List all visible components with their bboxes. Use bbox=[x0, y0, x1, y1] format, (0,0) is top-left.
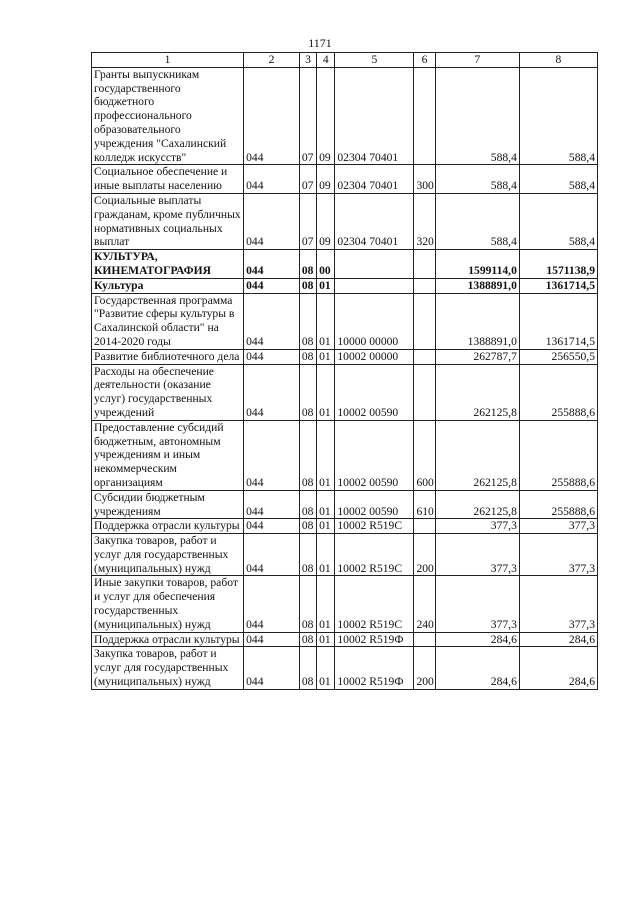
expense-type-cell: 300 bbox=[414, 165, 435, 194]
column-header: 2 bbox=[244, 53, 300, 68]
table-row bbox=[92, 193, 598, 249]
column-header: 1 bbox=[92, 53, 244, 68]
ministry-code-cell: 044 bbox=[244, 293, 300, 349]
subsection-code-cell: 01 bbox=[317, 519, 335, 534]
row-name-cell: Гранты выпускникам государственного бюджетного профессионального образовательного учреждения "Сахалинский колледж искусств" bbox=[92, 67, 244, 165]
amount-2020-cell: 284,6 bbox=[519, 647, 597, 689]
ministry-code-cell: 044 bbox=[244, 490, 300, 519]
section-code-cell: 08 bbox=[299, 278, 316, 293]
row-name-cell: Поддержка отрасли культуры bbox=[92, 632, 244, 647]
target-article-cell: 10002 00590 bbox=[335, 420, 414, 490]
table-row bbox=[92, 364, 598, 420]
subsection-code-cell: 01 bbox=[317, 490, 335, 519]
amount-2019-cell: 262125,8 bbox=[435, 490, 519, 519]
expense-type-cell bbox=[414, 364, 435, 420]
amount-2020-cell: 588,4 bbox=[519, 193, 597, 249]
section-code-cell: 08 bbox=[299, 420, 316, 490]
section-code-cell: 08 bbox=[299, 632, 316, 647]
table-row bbox=[92, 490, 598, 519]
amount-2020-cell: 255888,6 bbox=[519, 420, 597, 490]
row-name-cell: Иные закупки товаров, работ и услуг для обеспечения государственных (муниципальных) нужд bbox=[92, 576, 244, 632]
expense-type-cell: 610 bbox=[414, 490, 435, 519]
section-code-cell: 08 bbox=[299, 293, 316, 349]
ministry-code-cell: 044 bbox=[244, 250, 300, 279]
expense-type-cell bbox=[414, 67, 435, 165]
column-header: 4 bbox=[317, 53, 335, 68]
expense-type-cell bbox=[414, 349, 435, 364]
section-code-cell: 08 bbox=[299, 576, 316, 632]
target-article-cell: 10002 R519С bbox=[335, 576, 414, 632]
table-row bbox=[92, 165, 598, 194]
target-article-cell: 10000 00000 bbox=[335, 293, 414, 349]
target-article-cell bbox=[335, 250, 414, 279]
table-row bbox=[92, 349, 598, 364]
table-row bbox=[92, 534, 598, 576]
amount-2020-cell: 1361714,5 bbox=[519, 278, 597, 293]
ministry-code-cell: 044 bbox=[244, 364, 300, 420]
amount-2020-cell: 255888,6 bbox=[519, 364, 597, 420]
ministry-code-cell: 044 bbox=[244, 420, 300, 490]
ministry-code-cell: 044 bbox=[244, 165, 300, 194]
target-article-cell: 02304 70401 bbox=[335, 67, 414, 165]
column-header: 5 bbox=[335, 53, 414, 68]
ministry-code-cell: 044 bbox=[244, 193, 300, 249]
target-article-cell: 10002 00000 bbox=[335, 349, 414, 364]
amount-2019-cell: 588,4 bbox=[435, 67, 519, 165]
subsection-code-cell: 09 bbox=[317, 165, 335, 194]
table-row bbox=[92, 293, 598, 349]
subsection-code-cell: 09 bbox=[317, 67, 335, 165]
amount-2019-cell: 1599114,0 bbox=[435, 250, 519, 279]
amount-2019-cell: 588,4 bbox=[435, 193, 519, 249]
amount-2020-cell: 588,4 bbox=[519, 67, 597, 165]
target-article-cell: 10002 R519Ф bbox=[335, 647, 414, 689]
table-row bbox=[92, 576, 598, 632]
section-code-cell: 08 bbox=[299, 490, 316, 519]
amount-2019-cell: 588,4 bbox=[435, 165, 519, 194]
expense-type-cell bbox=[414, 293, 435, 349]
amount-2019-cell: 1388891,0 bbox=[435, 293, 519, 349]
expense-type-cell: 320 bbox=[414, 193, 435, 249]
amount-2020-cell: 588,4 bbox=[519, 165, 597, 194]
amount-2019-cell: 284,6 bbox=[435, 632, 519, 647]
subsection-code-cell: 09 bbox=[317, 193, 335, 249]
amount-2019-cell: 1388891,0 bbox=[435, 278, 519, 293]
amount-2019-cell: 262125,8 bbox=[435, 420, 519, 490]
row-name-cell: Субсидии бюджетным учреждениям bbox=[92, 490, 244, 519]
amount-2020-cell: 377,3 bbox=[519, 576, 597, 632]
target-article-cell: 02304 70401 bbox=[335, 193, 414, 249]
subsection-code-cell: 01 bbox=[317, 364, 335, 420]
ministry-code-cell: 044 bbox=[244, 278, 300, 293]
subsection-code-cell: 01 bbox=[317, 534, 335, 576]
amount-2019-cell: 262787,7 bbox=[435, 349, 519, 364]
expense-type-cell bbox=[414, 250, 435, 279]
section-code-cell: 08 bbox=[299, 519, 316, 534]
table-row bbox=[92, 519, 598, 534]
table-header-row bbox=[92, 53, 598, 68]
table-row bbox=[92, 647, 598, 689]
row-name-cell: Закупка товаров, работ и услуг для государственных (муниципальных) нужд bbox=[92, 534, 244, 576]
row-name-cell: Развитие библиотечного дела bbox=[92, 349, 244, 364]
expense-type-cell: 200 bbox=[414, 534, 435, 576]
row-name-cell: Расходы на обеспечение деятельности (оказание услуг) государственных учреждений bbox=[92, 364, 244, 420]
budget-table bbox=[91, 52, 598, 690]
expense-type-cell: 240 bbox=[414, 576, 435, 632]
column-header: 3 bbox=[299, 53, 316, 68]
subsection-code-cell: 01 bbox=[317, 349, 335, 364]
row-name-cell: Социальное обеспечение и иные выплаты населению bbox=[92, 165, 244, 194]
amount-2020-cell: 1361714,5 bbox=[519, 293, 597, 349]
amount-2020-cell: 377,3 bbox=[519, 519, 597, 534]
amount-2020-cell: 377,3 bbox=[519, 534, 597, 576]
row-name-cell: КУЛЬТУРА, КИНЕМАТОГРАФИЯ bbox=[92, 250, 244, 279]
table-row bbox=[92, 250, 598, 279]
subsection-code-cell: 01 bbox=[317, 632, 335, 647]
target-article-cell: 10002 R519Ф bbox=[335, 632, 414, 647]
target-article-cell: 10002 R519С bbox=[335, 534, 414, 576]
row-name-cell: Социальные выплаты гражданам, кроме публичных нормативных социальных выплат bbox=[92, 193, 244, 249]
column-header: 8 bbox=[519, 53, 597, 68]
amount-2019-cell: 284,6 bbox=[435, 647, 519, 689]
amount-2020-cell: 284,6 bbox=[519, 632, 597, 647]
ministry-code-cell: 044 bbox=[244, 576, 300, 632]
expense-type-cell: 600 bbox=[414, 420, 435, 490]
section-code-cell: 08 bbox=[299, 349, 316, 364]
section-code-cell: 08 bbox=[299, 647, 316, 689]
expense-type-cell bbox=[414, 519, 435, 534]
expense-type-cell: 200 bbox=[414, 647, 435, 689]
table-row bbox=[92, 632, 598, 647]
amount-2020-cell: 255888,6 bbox=[519, 490, 597, 519]
section-code-cell: 07 bbox=[299, 165, 316, 194]
amount-2019-cell: 377,3 bbox=[435, 519, 519, 534]
amount-2019-cell: 377,3 bbox=[435, 576, 519, 632]
section-code-cell: 08 bbox=[299, 364, 316, 420]
ministry-code-cell: 044 bbox=[244, 647, 300, 689]
table-row bbox=[92, 67, 598, 165]
row-name-cell: Предоставление субсидий бюджетным, автономным учреждениям и иным некоммерческим организациям bbox=[92, 420, 244, 490]
amount-2019-cell: 262125,8 bbox=[435, 364, 519, 420]
target-article-cell: 10002 00590 bbox=[335, 364, 414, 420]
section-code-cell: 07 bbox=[299, 193, 316, 249]
amount-2020-cell: 256550,5 bbox=[519, 349, 597, 364]
ministry-code-cell: 044 bbox=[244, 534, 300, 576]
row-name-cell: Культура bbox=[92, 278, 244, 293]
expense-type-cell bbox=[414, 632, 435, 647]
subsection-code-cell: 01 bbox=[317, 293, 335, 349]
ministry-code-cell: 044 bbox=[244, 67, 300, 165]
row-name-cell: Государственная программа "Развитие сферы культуры в Сахалинской области" на 2014-2020 годы bbox=[92, 293, 244, 349]
column-header: 6 bbox=[414, 53, 435, 68]
section-code-cell: 08 bbox=[299, 250, 316, 279]
target-article-cell: 10002 R519С bbox=[335, 519, 414, 534]
expense-type-cell bbox=[414, 278, 435, 293]
row-name-cell: Поддержка отрасли культуры bbox=[92, 519, 244, 534]
subsection-code-cell: 01 bbox=[317, 420, 335, 490]
ministry-code-cell: 044 bbox=[244, 632, 300, 647]
ministry-code-cell: 044 bbox=[244, 349, 300, 364]
subsection-code-cell: 01 bbox=[317, 647, 335, 689]
subsection-code-cell: 01 bbox=[317, 576, 335, 632]
target-article-cell: 02304 70401 bbox=[335, 165, 414, 194]
section-code-cell: 08 bbox=[299, 534, 316, 576]
ministry-code-cell: 044 bbox=[244, 519, 300, 534]
page-number: 1171 bbox=[308, 36, 332, 50]
subsection-code-cell: 00 bbox=[317, 250, 335, 279]
subsection-code-cell: 01 bbox=[317, 278, 335, 293]
target-article-cell: 10002 00590 bbox=[335, 490, 414, 519]
target-article-cell bbox=[335, 278, 414, 293]
row-name-cell: Закупка товаров, работ и услуг для государственных (муниципальных) нужд bbox=[92, 647, 244, 689]
table-row bbox=[92, 420, 598, 490]
amount-2019-cell: 377,3 bbox=[435, 534, 519, 576]
amount-2020-cell: 1571138,9 bbox=[519, 250, 597, 279]
column-header: 7 bbox=[435, 53, 519, 68]
table-row bbox=[92, 278, 598, 293]
section-code-cell: 07 bbox=[299, 67, 316, 165]
